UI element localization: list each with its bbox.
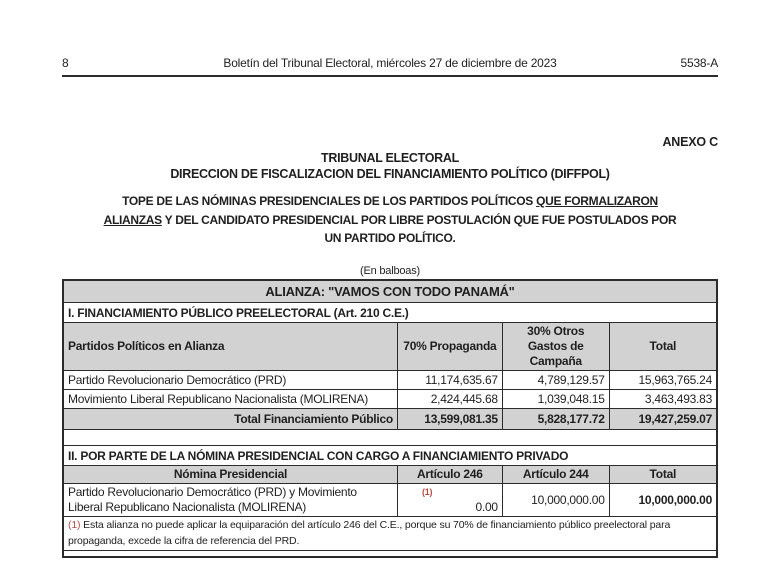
col-header-articulo-246: Artículo 246	[397, 466, 502, 484]
table-row-alliance-private	[63, 484, 717, 517]
underlined-phrase-part1: QUE FORMALIZARON	[536, 194, 658, 208]
col-header-propaganda: 70% Propaganda	[397, 323, 502, 371]
prd-total-value: 15,963,765.24	[609, 371, 717, 390]
prd-propaganda-value: 11,174,635.67	[397, 371, 502, 390]
spacer-row	[63, 430, 717, 446]
col-header-partidos: Partidos Políticos en Alianza	[63, 323, 397, 371]
col-header-nomina: Nómina Presidencial	[63, 466, 397, 484]
footnote-text: Esta alianza no puede aplicar la equiparación del artículo 246 del C.E., porque su 70% de financiamiento público preelectoral para propaganda, excede la cifra de referencia del PRD.	[68, 519, 671, 547]
org-title-line1: TRIBUNAL ELECTORAL	[321, 151, 459, 165]
total-propaganda-value: 13,599,081.35	[397, 409, 502, 430]
prd-otros-value: 4,789,129.57	[502, 371, 609, 390]
table-row-prd	[63, 371, 717, 390]
page-number: 8	[62, 56, 69, 70]
articulo-246-cell	[397, 484, 502, 517]
col-header-articulo-244: Artículo 244	[502, 466, 609, 484]
footnote-reference-mark: (1)	[421, 487, 433, 498]
grand-total-value: 19,427,259.07	[609, 409, 717, 430]
annex-label: ANEXO C	[662, 135, 718, 149]
articulo-246-value: 0.00	[475, 500, 498, 515]
bulletin-title: Boletín del Tribunal Electoral, miércoles 27 de diciembre de 2023	[223, 56, 557, 70]
footnote-row	[63, 517, 717, 550]
total-row-label: Total Financiamiento Público	[63, 409, 397, 430]
footnote	[63, 517, 717, 550]
footnote-ref: (1)	[68, 519, 81, 532]
nomina-name: Partido Revolucionario Democrático (PRD) y Movimiento Liberal Republicano Nacionalista (MOLIRENA)	[63, 484, 397, 517]
financing-table	[62, 279, 718, 558]
col-header-total: Total	[609, 323, 717, 371]
section1-total-row	[63, 409, 717, 430]
org-title-line2: DIRECCION DE FISCALIZACION DEL FINANCIAMIENTO POLÍTICO (DIFFPOL)	[170, 167, 610, 181]
table-spacer	[63, 430, 717, 446]
subject-line1: TOPE DE LAS NÓMINAS PRESIDENCIALES DE LOS PARTIDOS POLÍTICOS QUE FORMALIZARON	[122, 194, 658, 208]
molirena-otros-value: 1,039,048.15	[502, 390, 609, 409]
alliance-title: ALIANZA: "VAMOS CON TODO PANAMÁ"	[63, 280, 717, 303]
party-name: Movimiento Liberal Republicano Nacionalista (MOLIRENA)	[63, 390, 397, 409]
page-header	[62, 56, 718, 77]
articulo-244-value: 10,000,000.00	[502, 484, 609, 517]
section2-title: II. POR PARTE DE LA NÓMINA PRESIDENCIAL CON CARGO A FINANCIAMIENTO PRIVADO	[63, 446, 717, 466]
alliance-title-row	[63, 280, 717, 303]
col-header-otros-gastos: 30% Otros Gastos de Campaña	[502, 323, 609, 371]
subject-paragraph	[62, 192, 718, 248]
molirena-propaganda-value: 2,424,445.68	[397, 390, 502, 409]
table-bottom-spacer	[63, 550, 717, 557]
bottom-spacer-row	[63, 550, 717, 557]
underlined-phrase-part2: ALIANZAS	[103, 212, 162, 227]
col-header-total-2: Total	[609, 466, 717, 484]
table-row-molirena	[63, 390, 717, 409]
section2-header-row	[63, 466, 717, 484]
subject-line3: UN PARTIDO POLÍTICO.	[324, 231, 456, 246]
currency-note: (En balboas)	[360, 264, 420, 277]
section1-header-row	[63, 323, 717, 371]
private-total-value: 10,000,000.00	[609, 484, 717, 517]
subject-line2: ALIANZAS Y DEL CANDIDATO PRESIDENCIAL POR LIBRE POSTULACIÓN QUE FUE POSTULADOS POR	[103, 212, 677, 227]
total-otros-value: 5,828,177.72	[502, 409, 609, 430]
section1-title: I. FINANCIAMIENTO PÚBLICO PREELECTORAL (Art. 210 C.E.)	[63, 303, 717, 323]
section1-title-row	[63, 303, 717, 323]
document-number: 5538-A	[680, 56, 718, 70]
section2-title-row	[63, 446, 717, 466]
party-name: Partido Revolucionario Democrático (PRD)	[63, 371, 397, 390]
molirena-total-value: 3,463,493.83	[609, 390, 717, 409]
